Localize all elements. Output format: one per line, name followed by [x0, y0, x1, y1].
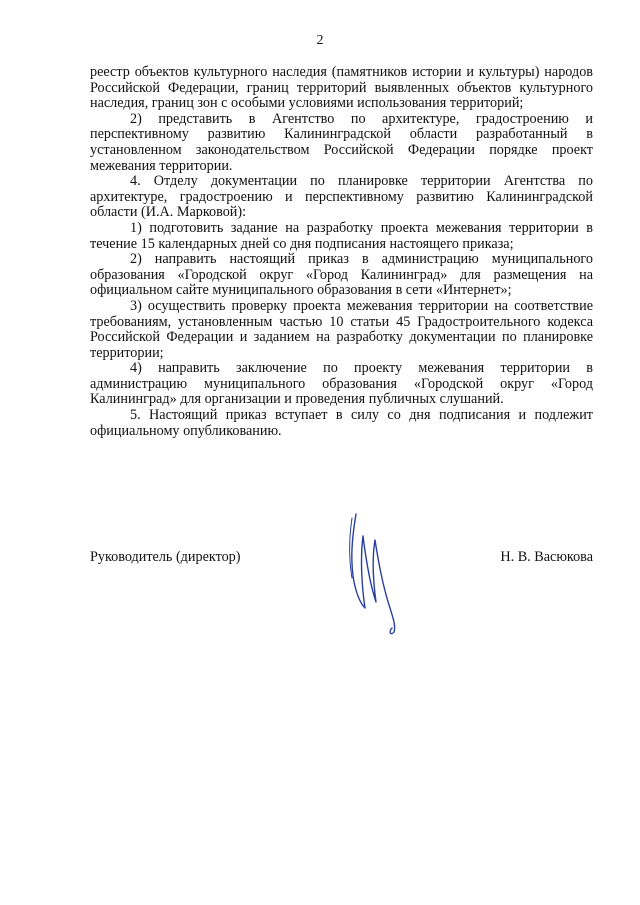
- handwritten-signature: [338, 508, 418, 638]
- paragraph-registry-continuation: реестр объектов культурного наследия (памятников истории и культуры) народов Российской Федерации, границ территорий выявленных объектов культурного наследия, границ зон с особыми условиями использования территорий;: [90, 64, 593, 112]
- paragraph-submit-project: 2) представить в Агентство по архитектуре, градостроению и перспективному развитию Калининградской области разработанный в установленном законодательством Российской Федерации порядке проект межевания территории.: [90, 110, 593, 174]
- signatory-position: Руководитель (директор): [90, 549, 241, 565]
- paragraph-item-4-1: 1) подготовить задание на разработку проекта межевания территории в течение 15 календарных дней со дня подписания настоящего приказа;: [90, 219, 593, 252]
- body-text: [90, 65, 593, 439]
- paragraph-item-4-2: 2) направить настоящий приказ в администрацию муниципального образования «Городской округ «Город Калининград» для размещения на официальном сайте муниципального образования в сети «Интернет»;: [90, 251, 593, 299]
- paragraph-item-4-3: 3) осуществить проверку проекта межевания территории на соответствие требованиям, установленным частью 10 статьи 45 Градостроительного кодекса Российской Федерации и заданием на разработку документации по планировке территории;: [90, 297, 593, 361]
- paragraph-item-4: 4. Отделу документации по планировке территории Агентства по архитектуре, градостроению и перспективному развитию Калининградской области (И.А. Марковой):: [90, 173, 593, 221]
- paragraph-item-5: 5. Настоящий приказ вступает в силу со дня подписания и подлежит официальному опубликованию.: [90, 407, 593, 439]
- paragraph-item-4-4: 4) направить заключение по проекту межевания территории в администрацию муниципального образования «Городской округ «Город Калининград» для организации и проведения публичных слушаний.: [90, 360, 593, 408]
- signatory-name: Н. В. Васюкова: [500, 549, 593, 565]
- page-number: 2: [316, 33, 324, 48]
